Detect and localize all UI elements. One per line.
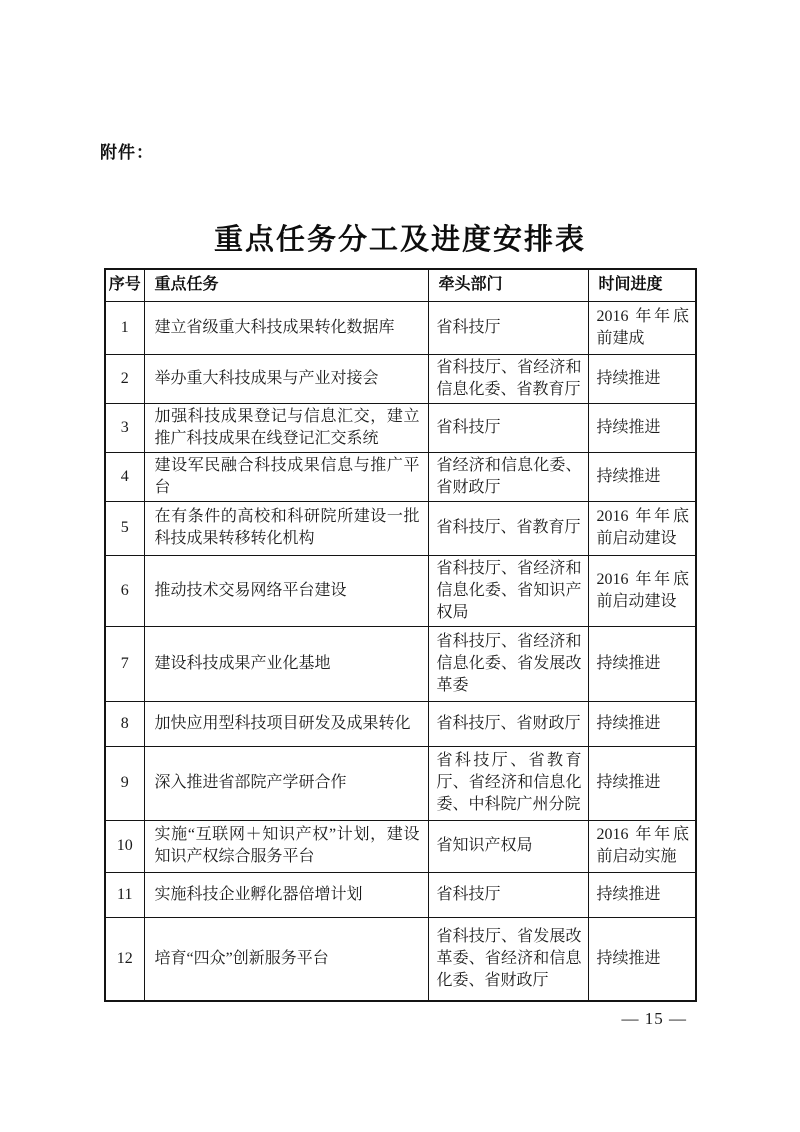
task-cell: 实施“互联网＋知识产权”计划，建设知识产权综合服务平台 — [144, 820, 428, 872]
task-cell: 建设军民融合科技成果信息与推广平台 — [144, 452, 428, 501]
table-row — [105, 501, 696, 555]
row-number-cell: 9 — [105, 746, 144, 820]
page-number: — 15 — — [621, 1009, 687, 1028]
table-row — [105, 626, 696, 701]
schedule-cell: 持续推进 — [588, 452, 696, 501]
dept-cell: 省科技厅、省教育厅 — [428, 501, 588, 555]
row-number-cell: 5 — [105, 501, 144, 555]
table-row — [105, 403, 696, 452]
row-number-cell: 10 — [105, 820, 144, 872]
table-row — [105, 701, 696, 746]
table-header — [105, 269, 696, 301]
schedule-cell: 持续推进 — [588, 872, 696, 917]
task-cell: 在有条件的高校和科研院所建设一批科技成果转移转化机构 — [144, 501, 428, 555]
header-schedule: 时间进度 — [588, 269, 696, 301]
schedule-cell: 持续推进 — [588, 746, 696, 820]
table-header-row — [105, 269, 696, 301]
schedule-cell: 持续推进 — [588, 403, 696, 452]
schedule-cell: 2016 年年底前启动建设 — [588, 501, 696, 555]
task-cell: 建设科技成果产业化基地 — [144, 626, 428, 701]
row-number-cell: 11 — [105, 872, 144, 917]
table-row — [105, 452, 696, 501]
schedule-cell: 持续推进 — [588, 354, 696, 403]
task-cell: 深入推进省部院产学研合作 — [144, 746, 428, 820]
task-cell: 举办重大科技成果与产业对接会 — [144, 354, 428, 403]
row-number-cell: 7 — [105, 626, 144, 701]
table-row — [105, 820, 696, 872]
schedule-cell: 持续推进 — [588, 626, 696, 701]
table-row — [105, 917, 696, 1001]
dept-cell: 省科技厅 — [428, 301, 588, 354]
dept-cell: 省科技厅、省发展改革委、省经济和信息化委、省财政厅 — [428, 917, 588, 1001]
row-number-cell: 1 — [105, 301, 144, 354]
page-title: 重点任务分工及进度安排表 — [213, 224, 586, 256]
dept-cell: 省科技厅、省财政厅 — [428, 701, 588, 746]
task-cell: 加强科技成果登记与信息汇交，建立推广科技成果在线登记汇交系统 — [144, 403, 428, 452]
dept-cell: 省科技厅、省经济和信息化委、省教育厅 — [428, 354, 588, 403]
header-dept: 牵头部门 — [428, 269, 588, 301]
row-number-cell: 6 — [105, 555, 144, 626]
dept-cell: 省科技厅 — [428, 403, 588, 452]
row-number-cell: 2 — [105, 354, 144, 403]
task-cell: 实施科技企业孵化器倍增计划 — [144, 872, 428, 917]
row-number-cell: 12 — [105, 917, 144, 1001]
table-body — [105, 301, 696, 1001]
task-cell: 加快应用型科技项目研发及成果转化 — [144, 701, 428, 746]
schedule-cell: 2016 年年底前启动建设 — [588, 555, 696, 626]
dept-cell: 省科技厅 — [428, 872, 588, 917]
schedule-cell: 2016 年年底前启动实施 — [588, 820, 696, 872]
schedule-cell: 持续推进 — [588, 701, 696, 746]
table-row — [105, 301, 696, 354]
row-number-cell: 3 — [105, 403, 144, 452]
row-number-cell: 4 — [105, 452, 144, 501]
attachment-label: 附件： — [100, 143, 154, 162]
row-number-cell: 8 — [105, 701, 144, 746]
table-row — [105, 872, 696, 917]
task-cell: 培育“四众”创新服务平台 — [144, 917, 428, 1001]
dept-cell: 省科技厅、省经济和信息化委、省知识产权局 — [428, 555, 588, 626]
table-row — [105, 555, 696, 626]
task-schedule-table — [104, 268, 697, 1002]
dept-cell: 省科技厅、省教育厅、省经济和信息化委、中科院广州分院 — [428, 746, 588, 820]
task-cell: 推动技术交易网络平台建设 — [144, 555, 428, 626]
header-no: 序号 — [105, 269, 144, 301]
header-task: 重点任务 — [144, 269, 428, 301]
dept-cell: 省科技厅、省经济和信息化委、省发展改革委 — [428, 626, 588, 701]
task-cell: 建立省级重大科技成果转化数据库 — [144, 301, 428, 354]
table-row — [105, 746, 696, 820]
schedule-cell: 2016 年年底前建成 — [588, 301, 696, 354]
dept-cell: 省经济和信息化委、省财政厅 — [428, 452, 588, 501]
table-row — [105, 354, 696, 403]
schedule-cell: 持续推进 — [588, 917, 696, 1001]
dept-cell: 省知识产权局 — [428, 820, 588, 872]
